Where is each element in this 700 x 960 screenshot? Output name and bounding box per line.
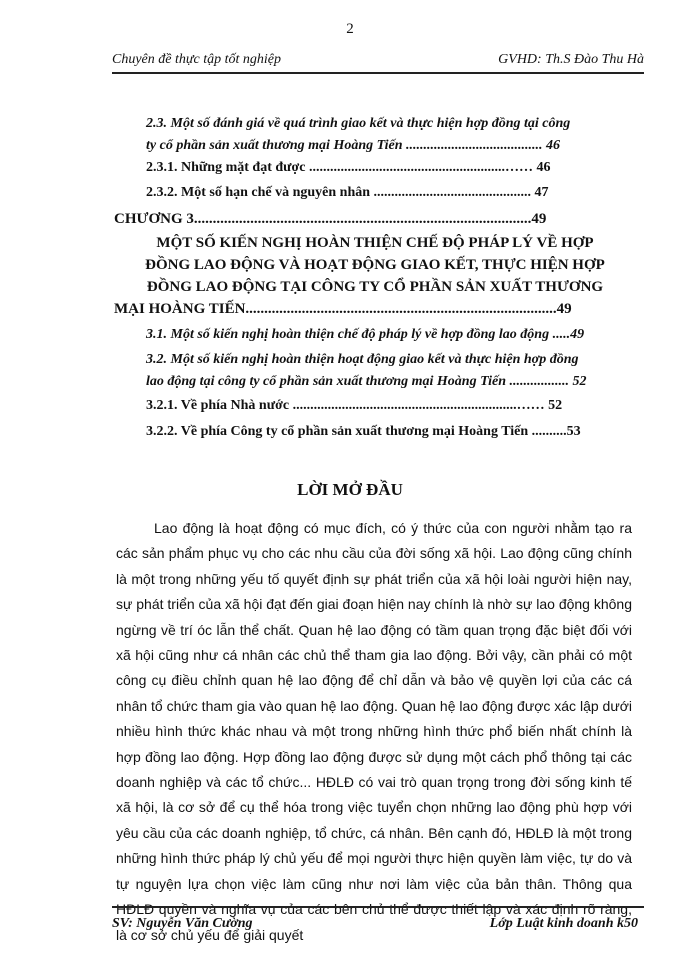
toc-chapter-3: CHƯƠNG 3..........................................................................................49 (114, 211, 547, 227)
toc-item-3-2-line2: lao động tại công ty cổ phần sản xuất thương mại Hoàng Tiến ................. 52 (146, 374, 587, 389)
footer-class: Lớp Luật kinh doanh k50 (489, 916, 638, 931)
toc-item-3-1: 3.1. Một số kiến nghị hoàn thiện chế độ pháp lý về hợp đồng lao động .....49 (146, 327, 585, 342)
toc-item-2-3-2: 2.3.2. Một số hạn chế và nguyên nhân ............................................. 47 (146, 185, 549, 200)
toc-item-2-3-line2: ty cổ phần sản xuất thương mại Hoàng Tiến ....................................... 46 (146, 138, 561, 153)
page-header (112, 50, 644, 74)
toc-chapter-3-title-line4: MẠI HOÀNG TIẾN...................................................................................49 (114, 301, 572, 317)
toc-item-2-3-line1: 2.3. Một số đánh giá về quá trình giao kết và thực hiện hợp đồng tại công (146, 116, 571, 131)
toc-item-2-3-1: 2.3.1. Những mặt đạt được ........................................................…… 46 (146, 160, 551, 175)
toc-item-3-2-2: 3.2.2. Về phía Công ty cổ phần sản xuất thương mại Hoàng Tiến ..........53 (146, 424, 581, 439)
toc-chapter-3-title-line1: MỘT SỐ KIẾN NGHỊ HOÀN THIỆN CHẾ ĐỘ PHÁP LÝ VỀ HỢP (156, 235, 594, 251)
toc-chapter-3-title-line3: ĐỒNG LAO ĐỘNG TẠI CÔNG TY CỔ PHẦN SẢN XUẤT THƯƠNG (146, 279, 604, 295)
toc-chapter-3-title-line2: ĐỒNG LAO ĐỘNG VÀ HOẠT ĐỘNG GIAO KẾT, THỰC HIỆN HỢP (145, 257, 605, 273)
page-number: 2 (346, 21, 354, 37)
footer-student: SV: Nguyễn Văn Cường (112, 916, 253, 931)
toc-item-3-2-1: 3.2.1. Về phía Nhà nước ................................................................…… 52 (146, 398, 563, 413)
toc-item-3-2-line1: 3.2. Một số kiến nghị hoàn thiện hoạt động giao kết và thực hiện hợp đồng (146, 352, 579, 367)
header-document-type: Chuyên đề thực tập tốt nghiệp (112, 52, 281, 67)
page-footer (112, 906, 644, 934)
intro-paragraph: Lao động là hoạt động có mục đích, có ý thức của con người nhằm tạo ra các sản phẩm phục vụ cho các nhu cầu của đời sống xã hội. Lao động cũng chính là một trong những yếu tố quyết định sự phát triển của xã hội loài người hiện nay, sự phát triển của xã hội đạt đến giai đoạn hiện nay chính là nhờ sự lao động không ngừng về trí óc lẫn thể chất. Quan hệ lao động có tầm quan trọng đặc biệt đối với xã hội cũng như cá nhân các chủ thể tham gia lao động. Bởi vậy, cần phải có một công cụ điều chỉnh quan hệ lao động để chỉ dẫn và bảo vệ quyền lợi của các cá nhân tổ chức tham gia vào quan hệ lao động. Quan hệ lao động được xác lập dưới nhiều hình thức khác nhau và một trong những hình thức phổ biến nhất chính là hợp đồng lao động. Hợp đồng lao động được sử dụng một cách phổ thông tại các doanh nghiệp và các tổ chức... HĐLĐ có vai trò quan trọng trong đời sống kinh tế xã hội, là cơ sở để cụ thể hóa trong việc tuyển chọn những lao động phù hợp với yêu cầu của các doanh nghiệp, tổ chức, cá nhân. Bên cạnh đó, HĐLĐ là một trong những hình thức pháp lý chủ yếu để mọi người thực hiện quyền làm việc, tự do và tự nguyện lựa chọn việc làm cũng như nơi làm việc của bản thân. Thông qua HĐLĐ quyền và nghĩa vụ của các bên chủ thể được thiết lập và xác định rõ ràng, là cơ sở chủ yếu để giải quyết (116, 520, 632, 943)
header-supervisor: GVHD: Th.S Đào Thu Hà (498, 52, 644, 67)
section-title: LỜI MỞ ĐẦU (297, 480, 403, 499)
